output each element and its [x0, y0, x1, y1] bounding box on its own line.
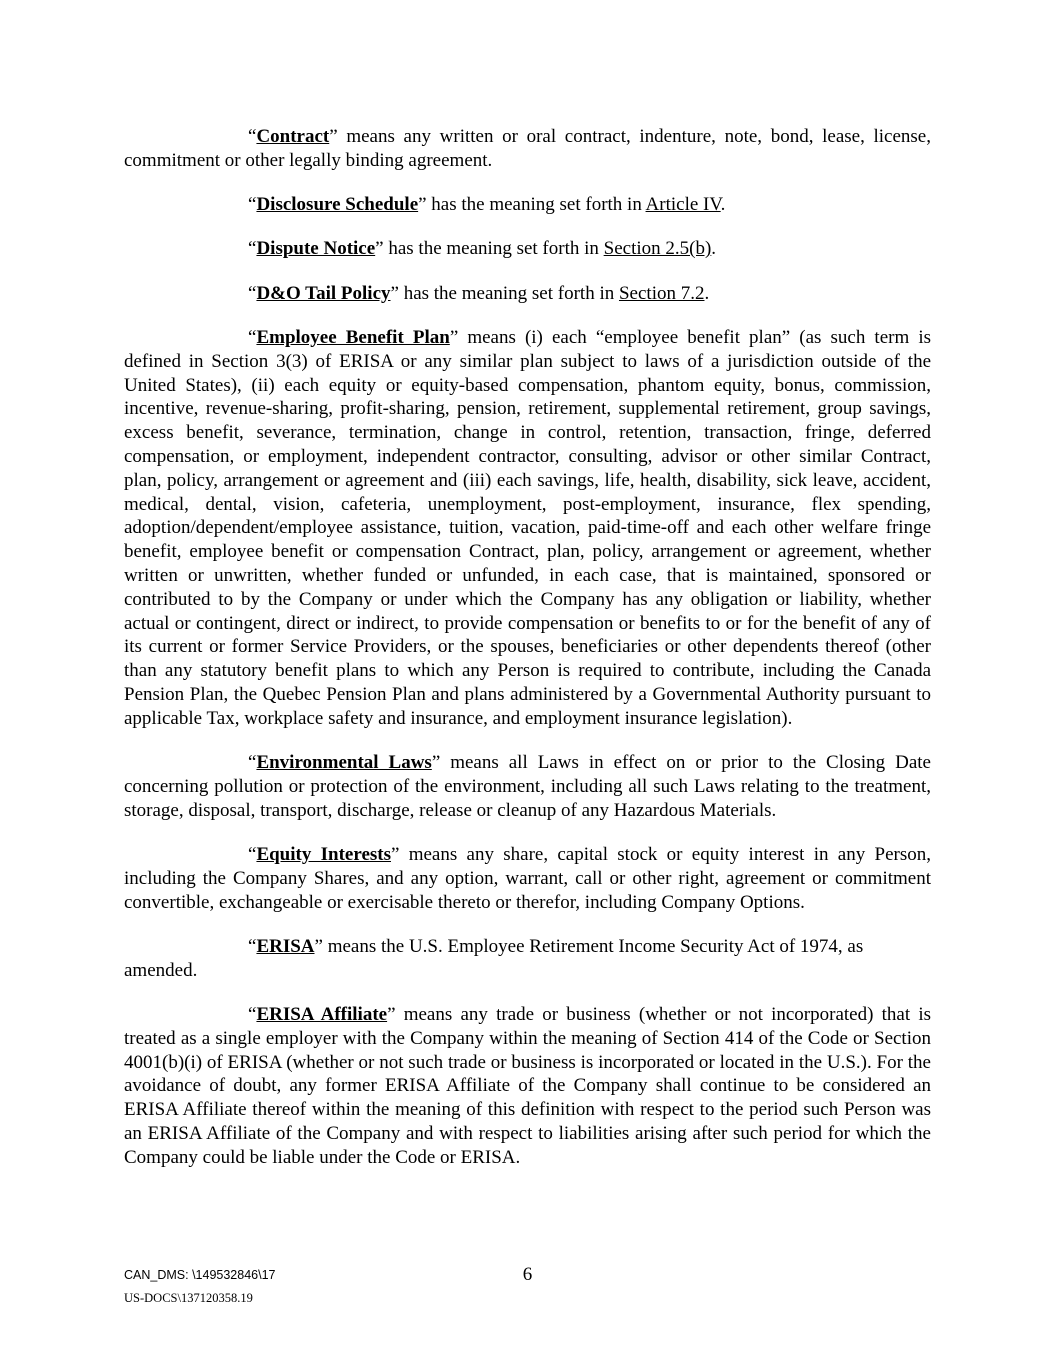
defined-term: ERISA Affiliate	[256, 1003, 388, 1025]
definition-equity-interests: “Equity Interests” means any share, capital stock or equity interest in any Person, including the Company Shares, and any option, warrant, call or other right, agreement or commitment convertible, exchangeable or exercisable thereto or therefor, including Company Options.	[124, 843, 931, 913]
definition-text: ” has the meaning set forth in	[390, 282, 619, 304]
footer-doc-id-can: CAN_DMS: \149532846\17	[124, 1268, 276, 1282]
definition-employee-benefit-plan: “Employee Benefit Plan” means (i) each “employee benefit plan” (as such term is defined in Section 3(3) of ERISA or any similar plan subject to laws of a jurisdiction outside of the United States), (ii) each equity or equity-based compensation, phantom equity, bonus, commission, incentive, revenue-sharing, profit-sharing, pension, retirement, supplemental retirement, group savings, excess benefit, severance, termination, change in control, retention, transaction, fringe, deferred compensation, or employment, independent contractor, consulting, advisor or other similar Contract, plan, policy, arrangement or agreement and (iii) each savings, life, health, disability, sick leave, accident, medical, dental, vision, cafeteria, unemployment, post-employment, insurance, flex spending, adoption/dependent/employee assistance, tuition, vacation, paid-time-off and each other welfare fringe benefit, employee benefit or compensation Contract, plan, policy, arrangement or agreement, whether written or unwritten, whether funded or unfunded, in each case, that is maintained, sponsored or contributed to by the Company or under which the Company has any obligation or liability, whether actual or contingent, direct or indirect, to provide compensation or benefits to or for the benefit of any of its current or former Service Providers, or the spouses, beneficiaries or other dependents thereof (other than any statutory benefit plans to which any Person is required to contribute, including the Canada Pension Plan, the Quebec Pension Plan and plans administered by a Governmental Authority pursuant to applicable Tax, workplace safety and insurance, and employment insurance legislation).	[124, 326, 931, 729]
definition-text: ” has the meaning set forth in	[375, 238, 604, 260]
defined-term: ERISA	[256, 935, 315, 957]
defined-term: D&O Tail Policy	[256, 282, 391, 304]
definition-dispute-notice: “Dispute Notice” has the meaning set forth in Section 2.5(b).	[248, 238, 717, 260]
definitions-section	[124, 125, 931, 1190]
definition-text: ” means the U.S. Employee Retirement Income Security Act of 1974, as amended.	[124, 935, 864, 981]
defined-term: Disclosure Schedule	[256, 194, 419, 216]
definition-text: ” has the meaning set forth in	[418, 194, 646, 216]
footer-doc-id-us: US-DOCS\137120358.19	[124, 1291, 253, 1305]
definition-text: ” means any share, capital stock or equity interest in any Person, including the Company Shares, and any option, warrant, call or other right, agreement or commitment convertible, exchangeable or exercisable thereto or therefor, including Company Options.	[124, 843, 931, 913]
definition-disclosure-schedule: “Disclosure Schedule” has the meaning set forth in Article IV.	[248, 194, 726, 216]
defined-term: Dispute Notice	[256, 238, 376, 260]
definition-environmental-laws: “Environmental Laws” means all Laws in effect on or prior to the Closing Date concerning pollution or protection of the environment, including all such Laws relating to the treatment, storage, disposal, transport, discharge, release or cleanup of any Hazardous Materials.	[124, 752, 931, 821]
definition-text: ” means any trade or business (whether or not incorporated) that is treated as a single employer with the Company within the meaning of Section 414 of the Code or Section 4001(b)(i) of ERISA (whether or not such trade or business is incorporated or located in the U.S.). For the avoidance of doubt, any former ERISA Affiliate of the Company shall continue to be considered an ERISA Affiliate thereof within the meaning of this definition with respect to the period such Person was an ERISA Affiliate of the Company and with respect to liabilities arising after such period for which the Company could be liable under the Code or ERISA.	[124, 1003, 931, 1168]
cross-reference-link[interactable]: Article IV	[645, 194, 721, 216]
definition-erisa-affiliate: “ERISA Affiliate” means any trade or business (whether or not incorporated) that is treated as a single employer with the Company within the meaning of Section 414 of the Code or Section 4001(b)(i) of ERISA (whether or not such trade or business is incorporated or located in the U.S.). For the avoidance of doubt, any former ERISA Affiliate of the Company shall continue to be considered an ERISA Affiliate thereof within the meaning of this definition with respect to the period such Person was an ERISA Affiliate of the Company and with respect to liabilities arising after such period for which the Company could be liable under the Code or ERISA.	[124, 1003, 931, 1168]
defined-term: Contract	[256, 126, 330, 147]
cross-reference-link[interactable]: Section 7.2	[618, 282, 705, 304]
defined-term: Equity Interests	[256, 843, 391, 865]
definition-do-tail-policy: “D&O Tail Policy” has the meaning set forth in Section 7.2.	[248, 282, 710, 304]
definition-text: ” means (i) each “employee benefit plan” (as such term is defined in Section 3(3) of ERISA or any similar plan subject to laws of a jurisdiction outside of the United States), (ii) each equity or equity-based compensation, phantom equity, bonus, commission, incentive, revenue-sharing, profit-sharing, pension, retirement, supplemental retirement, group savings, excess benefit, severance, termination, change in control, retention, transaction, fringe, deferred compensation, or employment, independent contractor, consulting, advisor or other similar Contract, plan, policy, arrangement or agreement and (iii) each savings, life, health, disability, sick leave, accident, medical, dental, vision, cafeteria, unemployment, post-employment, insurance, flex spending, adoption/dependent/employee assistance, tuition, vacation, paid-time-off and each other welfare fringe benefit, employee benefit or compensation Contract, plan, policy, arrangement or agreement, whether written or unwritten, whether funded or unfunded, in each case, that is maintained, sponsored or contributed to by the Company or under which the Company has any obligation or liability, whether actual or contingent, direct or indirect, to provide compensation or benefits to or for the benefit of any of its current or former Service Providers, or the spouses, beneficiaries or other dependents thereof (other than any statutory benefit plans to which any Person is required to contribute, including the Canada Pension Plan, the Quebec Pension Plan and plans administered by a Governmental Authority pursuant to applicable Tax, workplace safety and insurance, and employment insurance legislation).	[124, 326, 931, 729]
cross-reference-link[interactable]: Section 2.5(b)	[603, 238, 712, 260]
definition-text: ” means all Laws in effect on or prior to the Closing Date concerning pollution or protection of the environment, including all such Laws relating to the treatment, storage, disposal, transport, discharge, release or cleanup of any Hazardous Materials.	[124, 752, 931, 821]
page-number: 6	[522, 1264, 533, 1285]
definition-erisa: “ERISA” means the U.S. Employee Retirement Income Security Act of 1974, as amended.	[124, 935, 864, 981]
defined-term: Employee Benefit Plan	[256, 326, 450, 348]
definition-text: ” means any written or oral contract, indenture, note, bond, lease, license, commitment or other legally binding agreement.	[124, 126, 931, 171]
defined-term: Environmental Laws	[256, 752, 432, 774]
definition-contract: “Contract” means any written or oral contract, indenture, note, bond, lease, license, commitment or other legally binding agreement.	[124, 126, 931, 171]
